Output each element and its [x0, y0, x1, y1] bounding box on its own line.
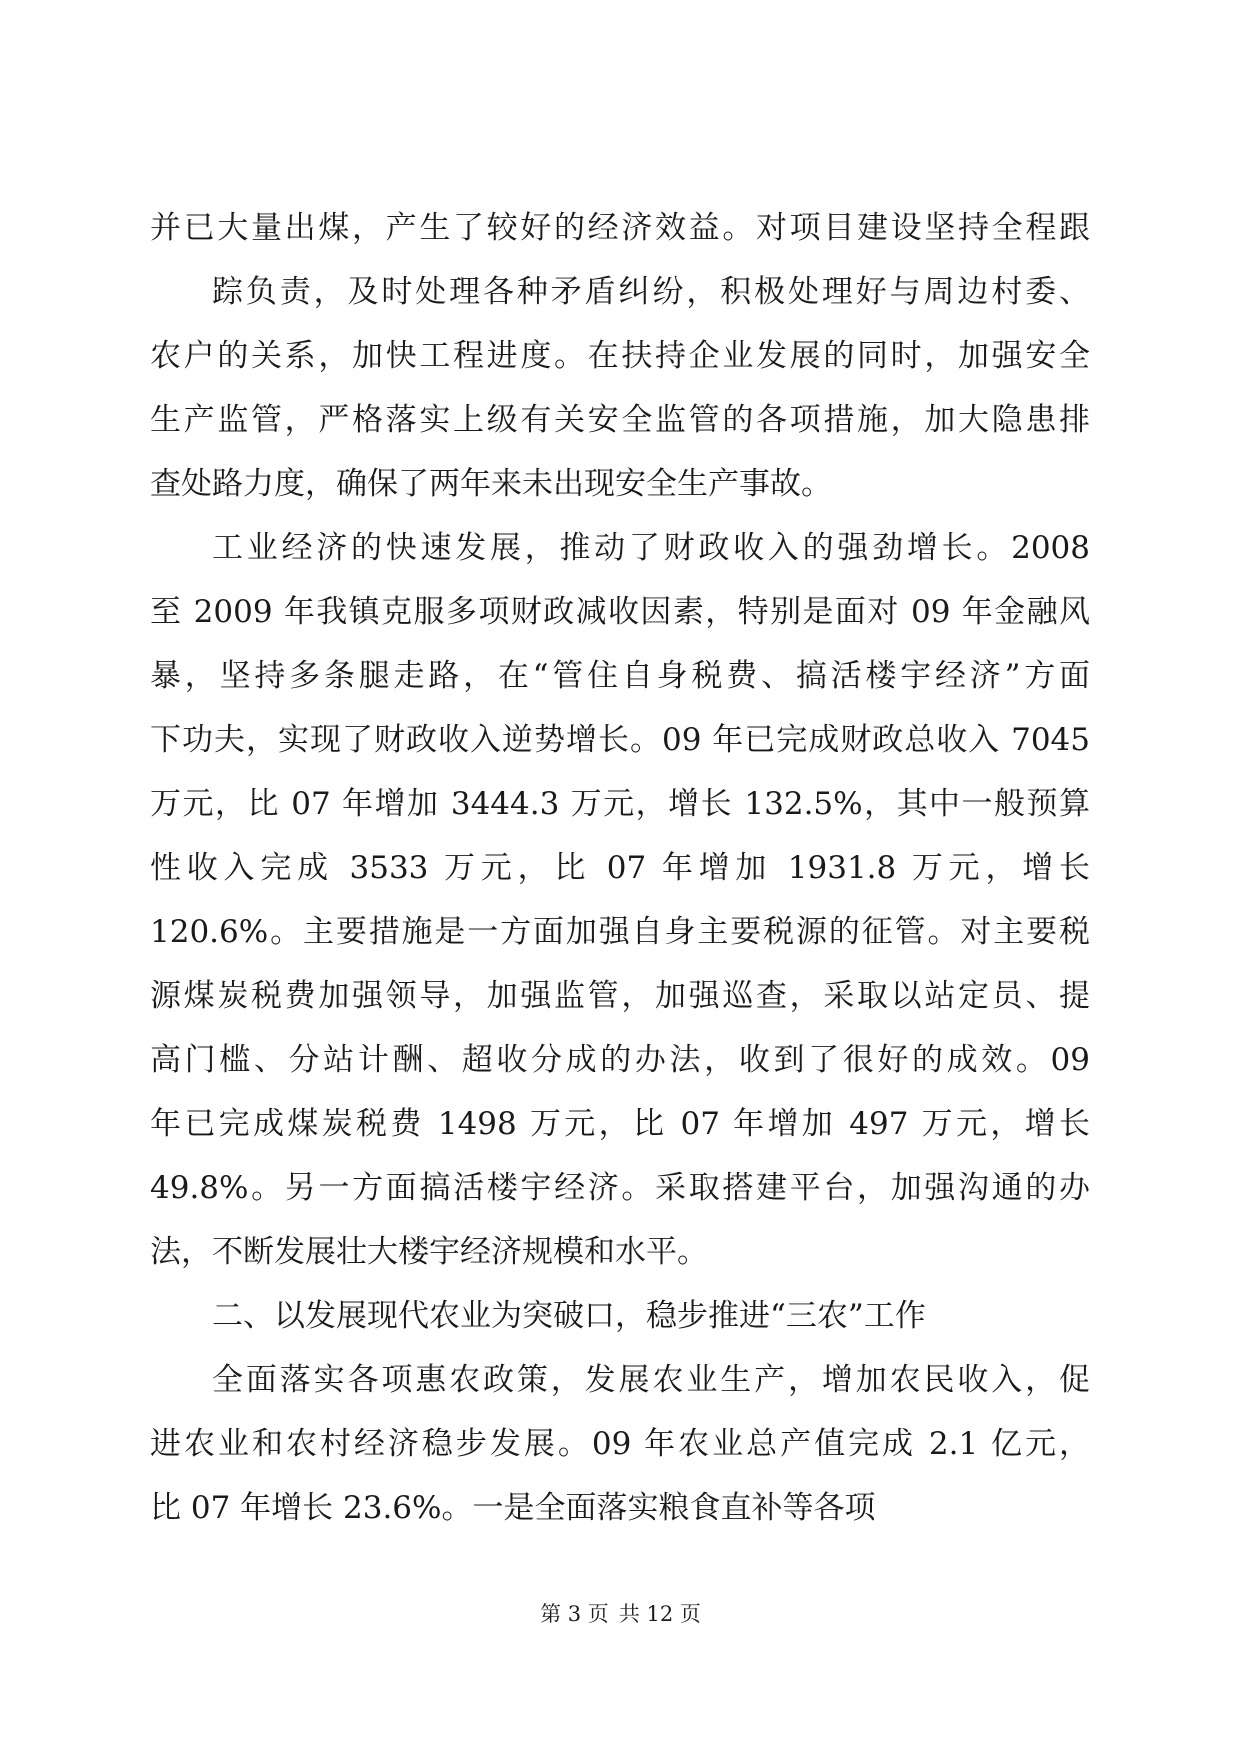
text-line: 全面落实各项惠农政策，发展农业生产，增加农民收入，促	[212, 1362, 1090, 1398]
text-line: 高门槛、分站计酬、超收分成的办法，收到了很好的成效。09	[150, 1042, 1090, 1078]
section-heading: 二、以发展现代农业为突破口，稳步推进“三农”工作	[212, 1298, 926, 1334]
page-number: 第 3 页	[540, 1602, 609, 1626]
text-line: 踪负责，及时处理各种矛盾纠纷，积极处理好与周边村委、	[212, 274, 1090, 310]
text-line: 暴，坚持多条腿走路，在“管住自身税费、搞活楼宇经济”方面	[150, 658, 1090, 694]
page-footer	[0, 1599, 1241, 1629]
text-line: 源煤炭税费加强领导，加强监管，加强巡查，采取以站定员、提	[150, 978, 1090, 1014]
text-line: 比 07 年增长 23.6%。一是全面落实粮食直补等各项	[150, 1490, 876, 1526]
text-line: 年已完成煤炭税费 1498 万元，比 07 年增加 497 万元，增长	[150, 1106, 1090, 1142]
page-total: 共 12 页	[618, 1602, 701, 1626]
text-line: 120.6%。主要措施是一方面加强自身主要税源的征管。对主要税	[150, 914, 1090, 950]
text-line: 下功夫，实现了财政收入逆势增长。09 年已完成财政总收入 7045	[150, 722, 1090, 758]
text-line: 并已大量出煤，产生了较好的经济效益。对项目建设坚持全程跟	[150, 210, 1090, 246]
text-line: 生产监管，严格落实上级有关安全监管的各项措施，加大隐患排	[150, 402, 1090, 438]
text-line: 农户的关系，加快工程进度。在扶持企业发展的同时，加强安全	[150, 338, 1090, 374]
document-body	[150, 196, 1090, 1540]
text-line: 至 2009 年我镇克服多项财政减收因素，特别是面对 09 年金融风	[150, 594, 1090, 630]
text-line: 万元，比 07 年增加 3444.3 万元，增长 132.5%，其中一般预算	[150, 786, 1090, 822]
text-line: 49.8%。另一方面搞活楼宇经济。采取搭建平台，加强沟通的办	[150, 1170, 1090, 1206]
text-line: 性收入完成 3533 万元，比 07 年增加 1931.8 万元，增长	[150, 850, 1090, 886]
text-line: 工业经济的快速发展，推动了财政收入的强劲增长。2008	[212, 530, 1090, 566]
text-line: 法，不断发展壮大楼宇经济规模和水平。	[150, 1234, 708, 1270]
text-line: 查处路力度，确保了两年来未出现安全生产事故。	[150, 466, 832, 502]
text-line: 进农业和农村经济稳步发展。09 年农业总产值完成 2.1 亿元，	[150, 1426, 1090, 1462]
